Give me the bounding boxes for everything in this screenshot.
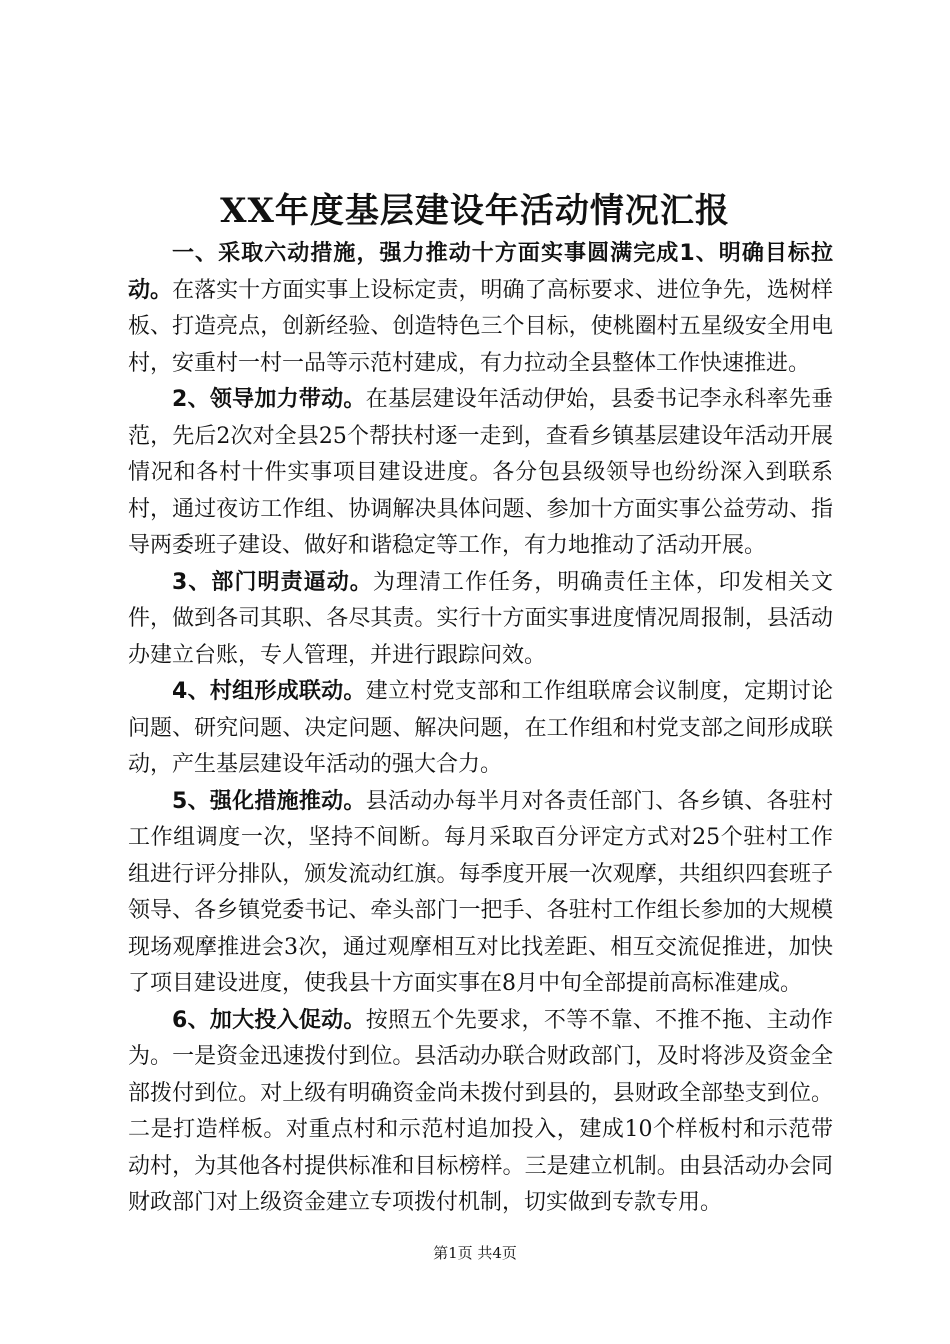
page-footer: 第1页 共4页 [433,1244,517,1262]
paragraph-lead: 2、领导加力带动。 [172,387,366,412]
paragraph-lead: 一、采取六动措施，强力推动十方面实事圆满完成1、明确目标拉动。 [128,241,833,303]
paragraph-text: 在落实十方面实事上设标定责，明确了高标要求、进位争先，选树样板、打造亮点，创新经验、创造特色三个目标，使桃圈村五星级安全用电村，安重村一村一品等示范村建成，有力拉动全县整体工作快速推进。 [128,277,833,376]
paragraph-lead: 3、部门明责逼动。 [172,569,373,595]
document-body [128,236,833,1222]
paragraph-6 [128,1003,833,1222]
paragraph-text: 为理清工作任务，明确责任主体，印发相关文件，做到各司其职、各尽其责。实行十方面实事进度情况周报制，县活动办建立台账，专人管理，并进行跟踪问效。 [128,569,833,668]
paragraph-lead: 4、村组形成联动。 [172,679,366,704]
paragraph-3 [128,565,833,675]
paragraph-lead: 6、加大投入促动。 [172,1007,366,1033]
paragraph-text: 在基层建设年活动伊始，县委书记李永科率先垂范，先后2次对全县25个帮扶村逐一走到，查看乡镇基层建设年活动开展情况和各村十件实事项目建设进度。各分包县级领导也纷纷深入到联系村，通过夜访工作组、协调解决具体问题、参加十方面实事公益劳动、指导两委班子建设、做好和谐稳定等工作，有力地推动了活动开展。 [128,387,833,558]
paragraph-text: 按照五个先要求，不等不靠、不推不拖、主动作为。一是资金迅速拨付到位。县活动办联合财政部门，及时将涉及资金全部拨付到位。对上级有明确资金尚未拨付到县的，县财政全部垫支到位。二是打造样板。对重点村和示范村追加投入，建成10个样板村和示范带动村，为其他各村提供标准和目标榜样。三是建立机制。由县活动办会同财政部门对上级资金建立专项拨付机制，切实做到专款专用。 [128,1007,833,1215]
paragraph-1 [128,236,833,382]
paragraph-text: 县活动办每半月对各责任部门、各乡镇、各驻村工作组调度一次，坚持不间断。每月采取百分评定方式对25个驻村工作组进行评分排队，颁发流动红旗。每季度开展一次观摩，共组织四套班子领导、各乡镇党委书记、牵头部门一把手、各驻村工作组长参加的大规模现场观摩推进会3次，通过观摩相互对比找差距、相互交流促推进，加快了项目建设进度，使我县十方面实事在8月中旬全部提前高标准建成。 [128,788,833,996]
paragraph-text: 建立村党支部和工作组联席会议制度，定期讨论问题、研究问题、决定问题、解决问题，在工作组和村党支部之间形成联动，产生基层建设年活动的强大合力。 [128,679,833,777]
paragraph-5 [128,784,833,1003]
paragraph-2 [128,382,833,565]
paragraph-4 [128,674,833,784]
paragraph-lead: 5、强化措施推动。 [172,788,366,814]
document-title: XX年度基层建设年活动情况汇报 [220,191,730,231]
